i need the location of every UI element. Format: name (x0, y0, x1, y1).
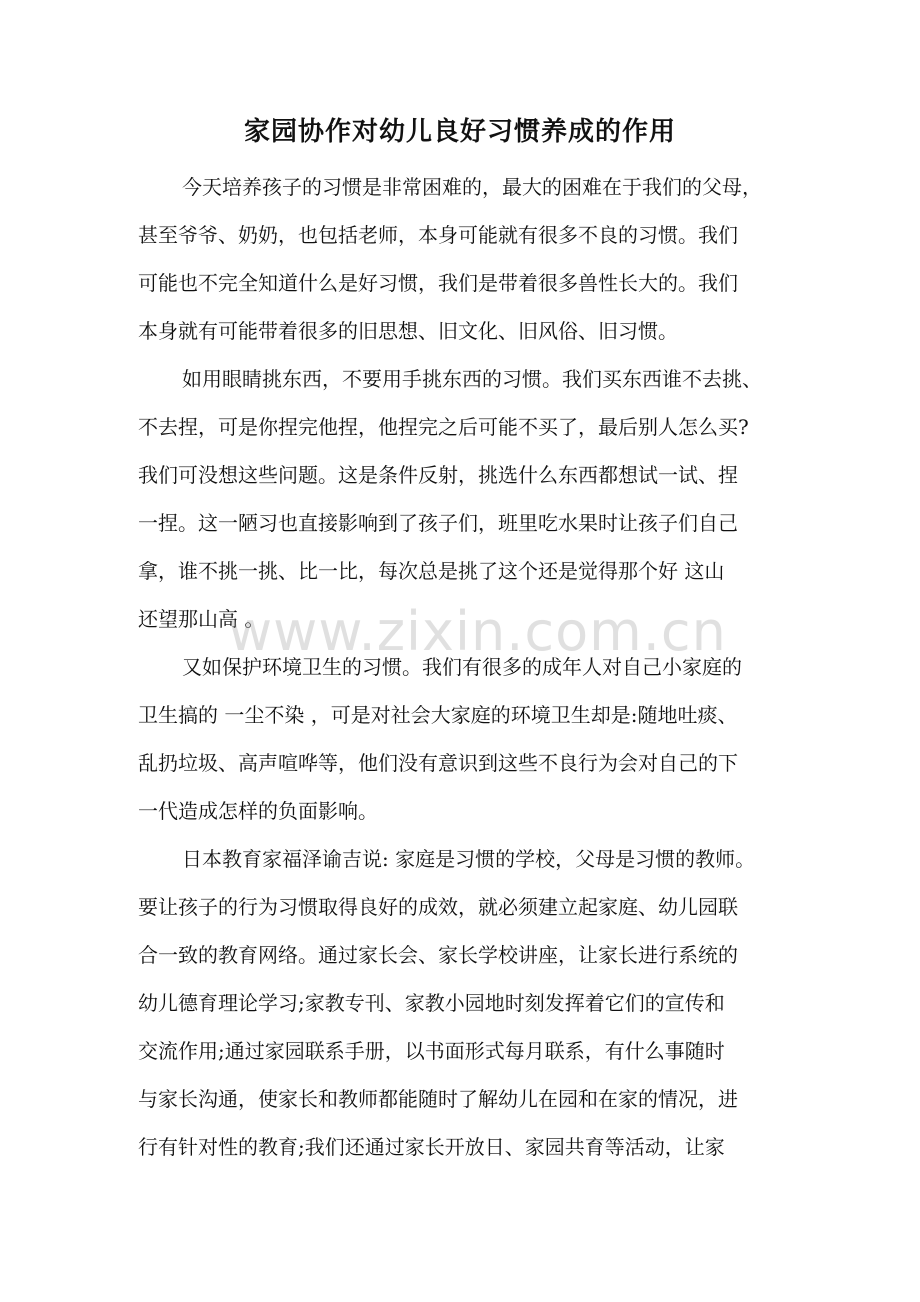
paragraph-1-line-2: 甚至爷爷、奶奶，也包括老师，本身可能就有很多不良的习惯。我们 (138, 223, 738, 247)
paragraph-3-line-2: 卫生搞的 一尘不染 ，可是对社会大家庭的环境卫生却是:随地吐痰、 (138, 703, 738, 727)
paragraph-4-line-5: 交流作用;通过家园联系手册，以书面形式每月联系，有什么事随时 (138, 1039, 725, 1063)
paragraph-4-line-4: 幼儿德育理论学习;家教专刊、家教小园地时刻发挥着它们的宣传和 (138, 991, 725, 1015)
paragraph-4-line-6: 与家长沟通，使家长和教师都能随时了解幼儿在园和在家的情况，进 (138, 1087, 738, 1111)
paragraph-1-line-1: 今天培养孩子的习惯是非常困难的，最大的困难在于我们的父母， (182, 175, 762, 199)
paragraph-2-line-6: 还望那山高 。 (138, 607, 265, 631)
paragraph-3-line-4: 一代造成怎样的负面影响。 (138, 799, 378, 823)
paragraph-4-line-7: 行有针对性的教育;我们还通过家长开放日、家园共育等活动，让家 (138, 1135, 725, 1159)
document-title: 家园协作对幼儿良好习惯养成的作用 (243, 117, 676, 147)
paragraph-4-line-2: 要让孩子的行为习惯取得良好的成效，就必须建立起家庭、幼儿园联 (138, 895, 738, 919)
paragraph-4-line-3: 合一致的教育网络。通过家长会、家长学校讲座，让家长进行系统的 (138, 943, 738, 967)
watermark: www.zixin.com.cn (228, 600, 727, 663)
paragraph-2-line-4: 一捏。这一陋习也直接影响到了孩子们，班里吃水果时让孩子们自己 (138, 511, 738, 535)
paragraph-2-line-2: 不去捏，可是你捏完他捏，他捏完之后可能不买了，最后别人怎么买? (138, 415, 749, 439)
paragraph-4-line-1: 日本教育家福泽谕吉说: 家庭是习惯的学校，父母是习惯的教师。 (182, 847, 756, 871)
paragraph-2-line-1: 如用眼睛挑东西，不要用手挑东西的习惯。我们买东西谁不去挑、 (182, 367, 762, 391)
document-body (138, 163, 798, 1171)
paragraph-1-line-4: 本身就有可能带着很多的旧思想、旧文化、旧风俗、旧习惯。 (138, 319, 678, 343)
paragraph-2-line-3: 我们可没想这些问题。这是条件反射，挑选什么东西都想试一试、捏 (138, 463, 738, 487)
paragraph-3-line-1: 又如保护环境卫生的习惯。我们有很多的成年人对自己小家庭的 (182, 655, 742, 679)
paragraph-3-line-3: 乱扔垃圾、高声喧哗等，他们没有意识到这些不良行为会对自己的下 (138, 751, 738, 775)
paragraph-2-line-5: 拿，谁不挑一挑、比一比，每次总是挑了这个还是觉得那个好 这山 (138, 559, 725, 583)
paragraph-1-line-3: 可能也不完全知道什么是好习惯，我们是带着很多兽性长大的。我们 (138, 271, 738, 295)
